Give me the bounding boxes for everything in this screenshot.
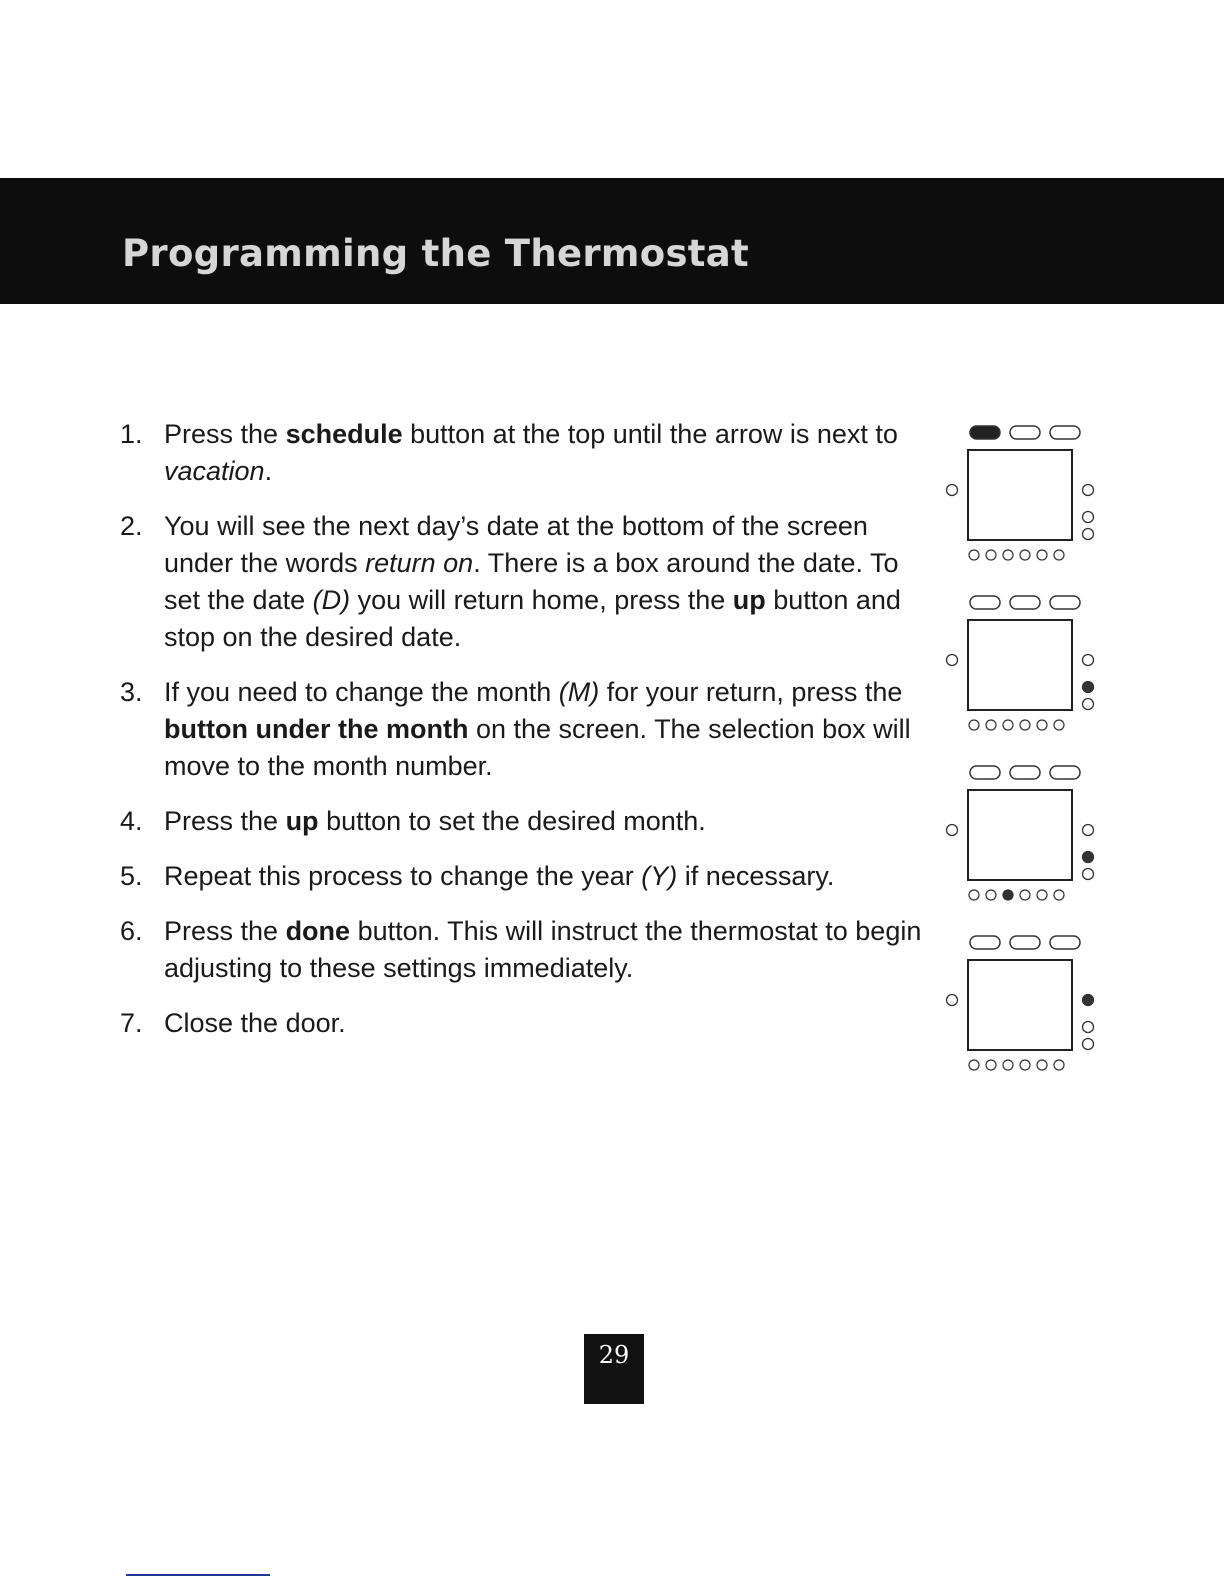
bottom-button [1003,1060,1013,1070]
side-button [947,485,958,496]
schedule-pill-button [1050,936,1080,949]
step-emphasis: return on [365,548,474,578]
side-button [1083,485,1094,496]
schedule-pill-button [970,936,1000,949]
schedule-pill-button [970,426,1000,439]
step-item [120,416,930,490]
side-button [1083,512,1094,523]
step-number: 5. [120,861,143,891]
step-item [120,803,930,840]
side-button [947,655,958,666]
side-button [1083,1039,1094,1050]
bottom-button [1037,890,1047,900]
step-keyword: done [285,916,351,946]
step-keyword: button under the month [164,714,469,744]
page-title: Programming the Thermostat [122,232,750,275]
schedule-pill-button [1010,426,1040,439]
screen-outline [968,960,1072,1050]
step-emphasis: vacation [164,456,265,486]
step-keyword: schedule [285,419,403,449]
thermostat-figures [940,420,1110,1100]
step-text: button. This will instruct the thermostat to begin adjusting to these settings immediately. [164,916,922,983]
step-text: Press the [164,419,286,449]
schedule-pill-button [1010,936,1040,949]
step-number: 4. [120,806,143,836]
bottom-button [1037,1060,1047,1070]
schedule-pill-button [1050,596,1080,609]
screen-outline [968,790,1072,880]
step-number: 3. [120,677,143,707]
step-text: You will see the next day’s date at the bottom of the screen under the words [164,511,868,578]
step-keyword: up [732,585,766,615]
step-text: If you need to change the month [164,677,559,707]
bottom-button [986,1060,996,1070]
side-button [1083,1022,1094,1033]
side-button [1083,995,1094,1006]
side-button [1083,869,1094,880]
bottom-button [1003,720,1013,730]
side-button [1083,682,1094,693]
thermostat-figure-schedule [940,420,1110,580]
thermostat-figure-month [940,760,1110,920]
step-text: if necessary. [677,861,835,891]
step-keyword: up [285,806,319,836]
page-number: 29 [584,1334,644,1404]
side-button [1083,655,1094,666]
step-text: . [264,456,273,486]
step-text: button and stop on the desired date. [164,585,901,652]
bottom-button [1037,720,1047,730]
schedule-pill-button [1010,766,1040,779]
step-number: 7. [120,1008,143,1038]
step-number: 6. [120,916,143,946]
bottom-button [986,890,996,900]
schedule-pill-button [1050,426,1080,439]
step-text: Press the [164,916,286,946]
step-text: Close the door. [164,1008,346,1038]
bottom-button [1020,890,1030,900]
bottom-button [969,550,979,560]
bottom-button [986,550,996,560]
bottom-button [986,720,996,730]
bottom-button [1020,550,1030,560]
bottom-button [1003,890,1013,900]
step-number: 2. [120,511,143,541]
bottom-button [1054,550,1064,560]
screen-outline [968,620,1072,710]
bottom-button [1054,720,1064,730]
thermostat-figure-up [940,590,1110,750]
side-button [1083,529,1094,540]
step-emphasis: (M) [558,677,600,707]
screen-outline [968,450,1072,540]
step-text: on the screen. The selection box will move to the month number. [164,714,911,781]
step-text: you will return home, press the [350,585,733,615]
bottom-button [1020,1060,1030,1070]
step-text: Press the [164,806,286,836]
bottom-button [1003,550,1013,560]
step-item [120,674,930,785]
bottom-button [969,890,979,900]
step-emphasis: (Y) [641,861,678,891]
step-text: Repeat this process to change the year [164,861,642,891]
header-banner [0,178,1224,304]
schedule-pill-button [970,596,1000,609]
schedule-pill-button [1050,766,1080,779]
step-text: for your return, press the [599,677,903,707]
step-item [120,508,930,656]
footer-rule [126,1574,270,1576]
step-item [120,858,930,895]
side-button [947,825,958,836]
bottom-button [969,1060,979,1070]
side-button [1083,852,1094,863]
side-button [1083,825,1094,836]
step-emphasis: (D) [312,585,351,615]
thermostat-figure-done [940,930,1110,1090]
step-text: button to set the desired month. [318,806,706,836]
bottom-button [1054,1060,1064,1070]
bottom-button [1020,720,1030,730]
bottom-button [1037,550,1047,560]
schedule-pill-button [970,766,1000,779]
schedule-pill-button [1010,596,1040,609]
step-item [120,913,930,987]
step-number: 1. [120,419,143,449]
instruction-list [120,416,930,1060]
bottom-button [1054,890,1064,900]
step-item [120,1005,930,1042]
bottom-button [969,720,979,730]
step-text: button at the top until the arrow is next to [402,419,898,449]
side-button [947,995,958,1006]
side-button [1083,699,1094,710]
step-text: . There is a box around the date. To set the date [164,548,899,615]
